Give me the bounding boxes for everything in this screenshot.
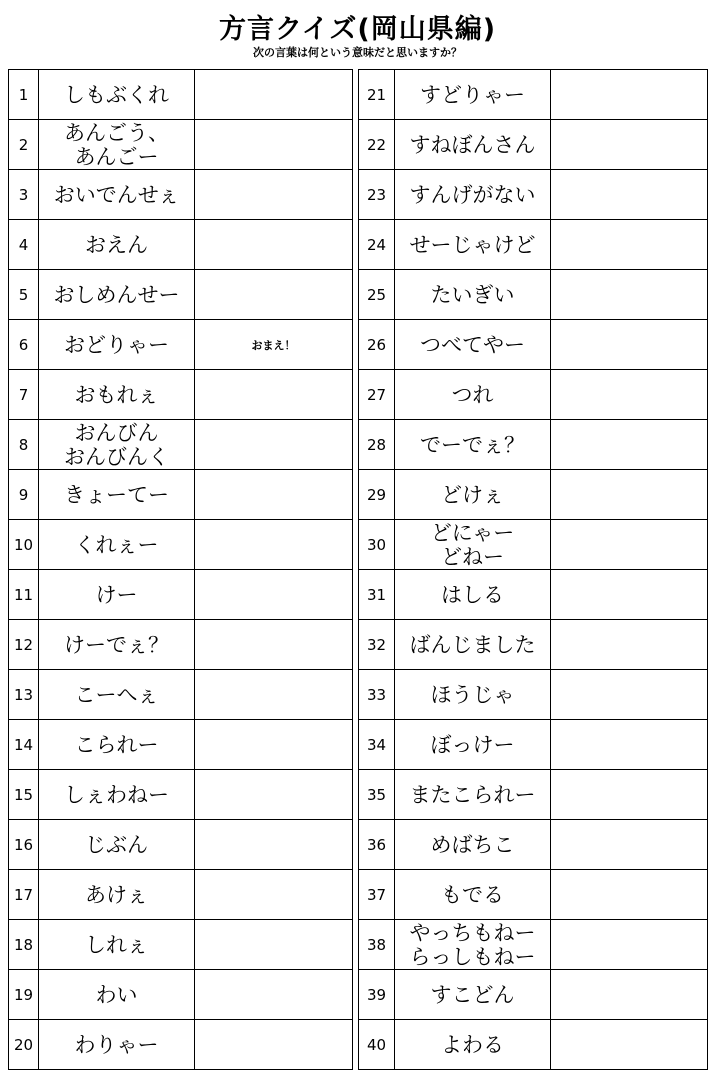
- quiz-word: じぶん: [39, 820, 195, 870]
- quiz-row: [359, 720, 708, 770]
- quiz-word: おいでんせぇ: [39, 170, 195, 220]
- quiz-number: 27: [359, 370, 395, 420]
- quiz-word: こられー: [39, 720, 195, 770]
- quiz-answer-cell[interactable]: [551, 420, 708, 470]
- quiz-number: 24: [359, 220, 395, 270]
- quiz-word: どにゃー どねー: [395, 520, 551, 570]
- quiz-number: 20: [9, 1020, 39, 1070]
- quiz-row: [359, 520, 708, 570]
- quiz-answer-cell[interactable]: [195, 70, 353, 120]
- quiz-row: [359, 920, 708, 970]
- quiz-row: [359, 670, 708, 720]
- quiz-row: [9, 270, 353, 320]
- quiz-word: すこどん: [395, 970, 551, 1020]
- quiz-answer-cell[interactable]: [195, 920, 353, 970]
- quiz-row: [9, 870, 353, 920]
- quiz-answer-cell[interactable]: [195, 570, 353, 620]
- quiz-answer-cell[interactable]: [551, 570, 708, 620]
- quiz-word: おもれぇ: [39, 370, 195, 420]
- quiz-answer-cell[interactable]: [551, 270, 708, 320]
- quiz-row: [359, 470, 708, 520]
- page-title: 方言クイズ(岡山県編): [218, 14, 497, 45]
- quiz-row: [9, 820, 353, 870]
- quiz-answer-cell[interactable]: [195, 520, 353, 570]
- quiz-answer-cell[interactable]: [551, 220, 708, 270]
- quiz-number: 2: [9, 120, 39, 170]
- quiz-answer-cell[interactable]: [551, 770, 708, 820]
- page-subtitle: 次の言葉は何という意味だと思いますか？: [253, 46, 462, 59]
- quiz-number: 14: [9, 720, 39, 770]
- quiz-row: [359, 420, 708, 470]
- quiz-number: 13: [9, 670, 39, 720]
- quiz-number: 35: [359, 770, 395, 820]
- quiz-word: またこられー: [395, 770, 551, 820]
- quiz-word: せーじゃけど: [395, 220, 551, 270]
- quiz-number: 16: [9, 820, 39, 870]
- quiz-row: [9, 420, 353, 470]
- quiz-word: やっちもねー らっしもねー: [395, 920, 551, 970]
- quiz-word: はしる: [395, 570, 551, 620]
- quiz-row: [359, 620, 708, 670]
- quiz-answer-cell[interactable]: [551, 470, 708, 520]
- quiz-answer-cell[interactable]: [195, 370, 353, 420]
- quiz-row: [359, 70, 708, 120]
- quiz-number: 7: [9, 370, 39, 420]
- quiz-answer-cell[interactable]: [195, 720, 353, 770]
- quiz-row: [9, 220, 353, 270]
- quiz-row: [359, 120, 708, 170]
- quiz-word: しぇわねー: [39, 770, 195, 820]
- quiz-word: どけぇ: [395, 470, 551, 520]
- quiz-word: わい: [39, 970, 195, 1020]
- quiz-word: すねぼんさん: [395, 120, 551, 170]
- quiz-word: よわる: [395, 1020, 551, 1070]
- quiz-row: [9, 370, 353, 420]
- quiz-answer-cell[interactable]: [195, 120, 353, 170]
- quiz-answer-cell[interactable]: [551, 170, 708, 220]
- quiz-answer-cell[interactable]: [551, 720, 708, 770]
- quiz-number: 34: [359, 720, 395, 770]
- quiz-word: わりゃー: [39, 1020, 195, 1070]
- quiz-number: 12: [9, 620, 39, 670]
- quiz-row: [9, 120, 353, 170]
- quiz-word: こーへぇ: [39, 670, 195, 720]
- quiz-number: 21: [359, 70, 395, 120]
- quiz-number: 37: [359, 870, 395, 920]
- quiz-answer-cell[interactable]: [551, 320, 708, 370]
- quiz-number: 10: [9, 520, 39, 570]
- quiz-word: しれぇ: [39, 920, 195, 970]
- quiz-row: [359, 370, 708, 420]
- quiz-number: 31: [359, 570, 395, 620]
- quiz-answer-cell[interactable]: [551, 870, 708, 920]
- quiz-word: つれ: [395, 370, 551, 420]
- quiz-answer-cell[interactable]: [551, 120, 708, 170]
- quiz-answer-cell[interactable]: [195, 1020, 353, 1070]
- quiz-answer-cell[interactable]: [551, 520, 708, 570]
- quiz-number: 25: [359, 270, 395, 320]
- quiz-number: 38: [359, 920, 395, 970]
- quiz-number: 26: [359, 320, 395, 370]
- quiz-word: けーでぇ？: [39, 620, 195, 670]
- quiz-number: 22: [359, 120, 395, 170]
- quiz-row: [9, 320, 353, 370]
- quiz-row: [9, 470, 353, 520]
- quiz-number: 5: [9, 270, 39, 320]
- quiz-answer-cell[interactable]: [195, 820, 353, 870]
- quiz-answer-cell[interactable]: [195, 870, 353, 920]
- quiz-answer-cell[interactable]: [195, 170, 353, 220]
- quiz-number: 6: [9, 320, 39, 370]
- quiz-row: [9, 970, 353, 1020]
- quiz-word: すんげがない: [395, 170, 551, 220]
- quiz-row: [359, 970, 708, 1020]
- quiz-number: 30: [359, 520, 395, 570]
- quiz-number: 15: [9, 770, 39, 820]
- quiz-answer-cell[interactable]: [551, 70, 708, 120]
- quiz-word: あんごう、 あんごー: [39, 120, 195, 170]
- quiz-number: 8: [9, 420, 39, 470]
- quiz-table-right: [358, 69, 708, 1070]
- quiz-word: ほうじゃ: [395, 670, 551, 720]
- quiz-row: [359, 870, 708, 920]
- quiz-word: でーでぇ？: [395, 420, 551, 470]
- quiz-word: おどりゃー: [39, 320, 195, 370]
- quiz-row: [359, 170, 708, 220]
- quiz-row: [9, 920, 353, 970]
- quiz-row: [9, 1020, 353, 1070]
- quiz-answer-cell[interactable]: [195, 270, 353, 320]
- quiz-answer-cell[interactable]: [551, 370, 708, 420]
- quiz-number: 18: [9, 920, 39, 970]
- quiz-row: [9, 70, 353, 120]
- quiz-number: 33: [359, 670, 395, 720]
- quiz-number: 17: [9, 870, 39, 920]
- quiz-answer-cell[interactable]: [195, 670, 353, 720]
- quiz-table-left: [8, 69, 353, 1070]
- quiz-row: [359, 770, 708, 820]
- quiz-row: [9, 770, 353, 820]
- quiz-table-right-body: [359, 70, 708, 1070]
- quiz-row: [359, 220, 708, 270]
- quiz-row: [9, 720, 353, 770]
- quiz-number: 19: [9, 970, 39, 1020]
- quiz-word: ばんじました: [395, 620, 551, 670]
- quiz-number: 4: [9, 220, 39, 270]
- quiz-word: あけぇ: [39, 870, 195, 920]
- quiz-number: 36: [359, 820, 395, 870]
- quiz-answer-cell[interactable]: [551, 620, 708, 670]
- quiz-number: 39: [359, 970, 395, 1020]
- quiz-table-left-body: [9, 70, 353, 1070]
- quiz-row: [9, 520, 353, 570]
- quiz-answer-cell[interactable]: [195, 970, 353, 1020]
- quiz-answer-cell[interactable]: [195, 470, 353, 520]
- quiz-word: ぼっけー: [395, 720, 551, 770]
- quiz-number: 9: [9, 470, 39, 520]
- quiz-word: おしめんせー: [39, 270, 195, 320]
- quiz-number: 28: [359, 420, 395, 470]
- quiz-word: きょーてー: [39, 470, 195, 520]
- quiz-word: めばちこ: [395, 820, 551, 870]
- quiz-answer-cell[interactable]: [551, 820, 708, 870]
- quiz-word: けー: [39, 570, 195, 620]
- quiz-number: 11: [9, 570, 39, 620]
- quiz-word: おんびん おんびんく: [39, 420, 195, 470]
- quiz-number: 23: [359, 170, 395, 220]
- quiz-number: 1: [9, 70, 39, 120]
- quiz-row: [359, 320, 708, 370]
- quiz-row: [359, 270, 708, 320]
- quiz-word: おえん: [39, 220, 195, 270]
- quiz-answer-cell[interactable]: [551, 670, 708, 720]
- quiz-row: [359, 570, 708, 620]
- quiz-answer-cell[interactable]: [551, 1020, 708, 1070]
- quiz-row: [359, 1020, 708, 1070]
- quiz-row: [9, 170, 353, 220]
- quiz-number: 29: [359, 470, 395, 520]
- quiz-row: [9, 620, 353, 670]
- quiz-row: [9, 670, 353, 720]
- quiz-number: 3: [9, 170, 39, 220]
- quiz-answer-cell[interactable]: [551, 920, 708, 970]
- quiz-word: すどりゃー: [395, 70, 551, 120]
- quiz-number: 40: [359, 1020, 395, 1070]
- quiz-row: [9, 570, 353, 620]
- quiz-answer-cell[interactable]: [195, 420, 353, 470]
- quiz-answer-cell[interactable]: おまえ！: [195, 320, 353, 370]
- quiz-word: たいぎい: [395, 270, 551, 320]
- quiz-word: くれぇー: [39, 520, 195, 570]
- quiz-answer-cell[interactable]: [195, 620, 353, 670]
- quiz-word: つべてやー: [395, 320, 551, 370]
- quiz-number: 32: [359, 620, 395, 670]
- quiz-word: しもぶくれ: [39, 70, 195, 120]
- quiz-row: [359, 820, 708, 870]
- quiz-answer-cell[interactable]: [551, 970, 708, 1020]
- quiz-answer-cell[interactable]: [195, 220, 353, 270]
- quiz-answer-cell[interactable]: [195, 770, 353, 820]
- quiz-word: もでる: [395, 870, 551, 920]
